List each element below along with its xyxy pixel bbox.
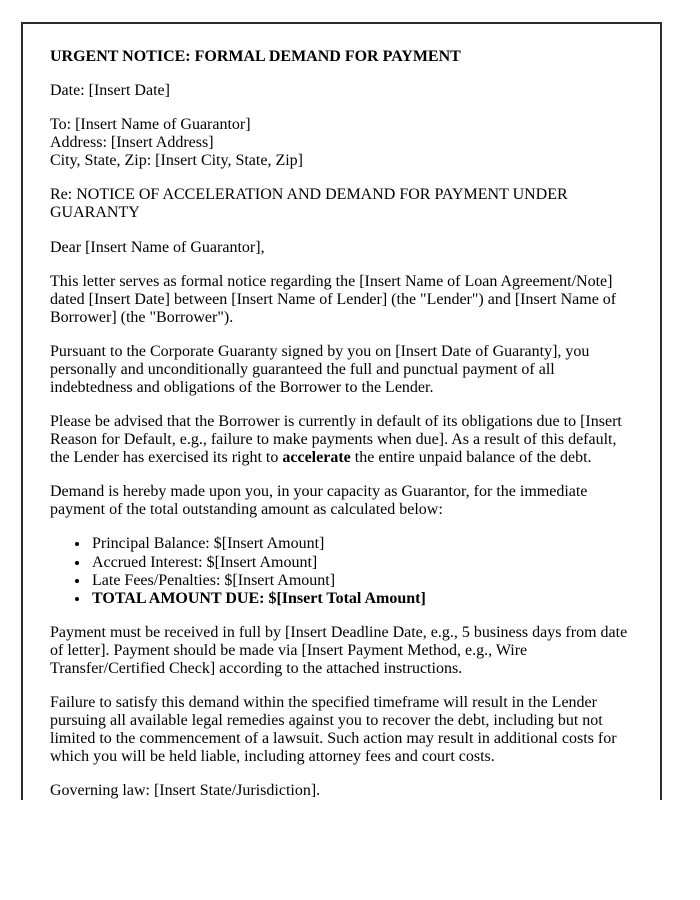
paragraph-default-accelerate: accelerate [282,449,351,467]
paragraph-default-post: the entire unpaid balance of the debt. [350,449,592,467]
re-subject-line: Re: NOTICE OF ACCELERATION AND DEMAND FOR PAYMENT UNDER GUARANTY [50,186,568,222]
date-line: Date: [Insert Date] [50,82,170,100]
recipient-address-line: Address: [Insert Address] [50,134,214,152]
salutation: Dear [Insert Name of Guarantor], [50,238,265,256]
list-item-accrued-interest: • Accrued Interest: $[Insert Amount] [90,554,636,572]
paragraph-guaranty: Pursuant to the Corporate Guaranty signed by you on [Insert Date of Guaranty], you personally and unconditionally guaranteed the full and punctual payment of all indebtedness and obligations of the Borrower to the Lender. [50,342,590,397]
amounts-list [50,535,636,607]
paragraph-payment: Payment must be received in full by [Insert Deadline Date, e.g., 5 business days from date of letter]. Payment should be made via [Insert Payment Method, e.g., Wire Transfer/Certified Check] according to the attached instructions. [50,623,628,677]
paragraph-demand: Demand is hereby made upon you, in your capacity as Guarantor, for the immediate payment of the total outstanding amount as calculated below: [50,483,588,519]
letter-title: URGENT NOTICE: FORMAL DEMAND FOR PAYMENT [50,48,461,65]
paragraph-intro: This letter serves as formal notice regarding the [Insert Name of Loan Agreement/Note] dated [Insert Date] between [Insert Name of Lender] (the "Lender") and [Insert Name of Borrower] (the "Borrower"). [50,272,617,326]
letter-container [21,22,662,800]
paragraph-default [50,413,636,467]
recipient-city-state-zip-line: City, State, Zip: [Insert City, State, Zip] [50,152,303,170]
recipient-to-line: To: [Insert Name of Guarantor] [50,116,251,134]
governing-law-line: Governing law: [Insert State/Jurisdiction]. [50,782,321,800]
paragraph-failure: Failure to satisfy this demand within the specified timeframe will result in the Lender pursuing all available legal remedies against you to recover the debt, including but not limited to the commencement of a lawsuit. Such action may result in additional costs for which you will be held liable, including attorney fees and court costs. [50,694,617,766]
list-item-principal-balance: • Principal Balance: $[Insert Amount] [90,535,636,553]
recipient-block [50,116,636,170]
list-item-total-amount-due: • TOTAL AMOUNT DUE: $[Insert Total Amount] [90,590,636,608]
paragraph-default-pre: Please be advised that the Borrower is currently in default of its obligations due to [Insert Reason for Default, e.g., failure to make payments when due]. As a result of this default, the Lender has exercised its right to [50,413,622,467]
list-item-late-fees: • Late Fees/Penalties: $[Insert Amount] [90,572,636,590]
